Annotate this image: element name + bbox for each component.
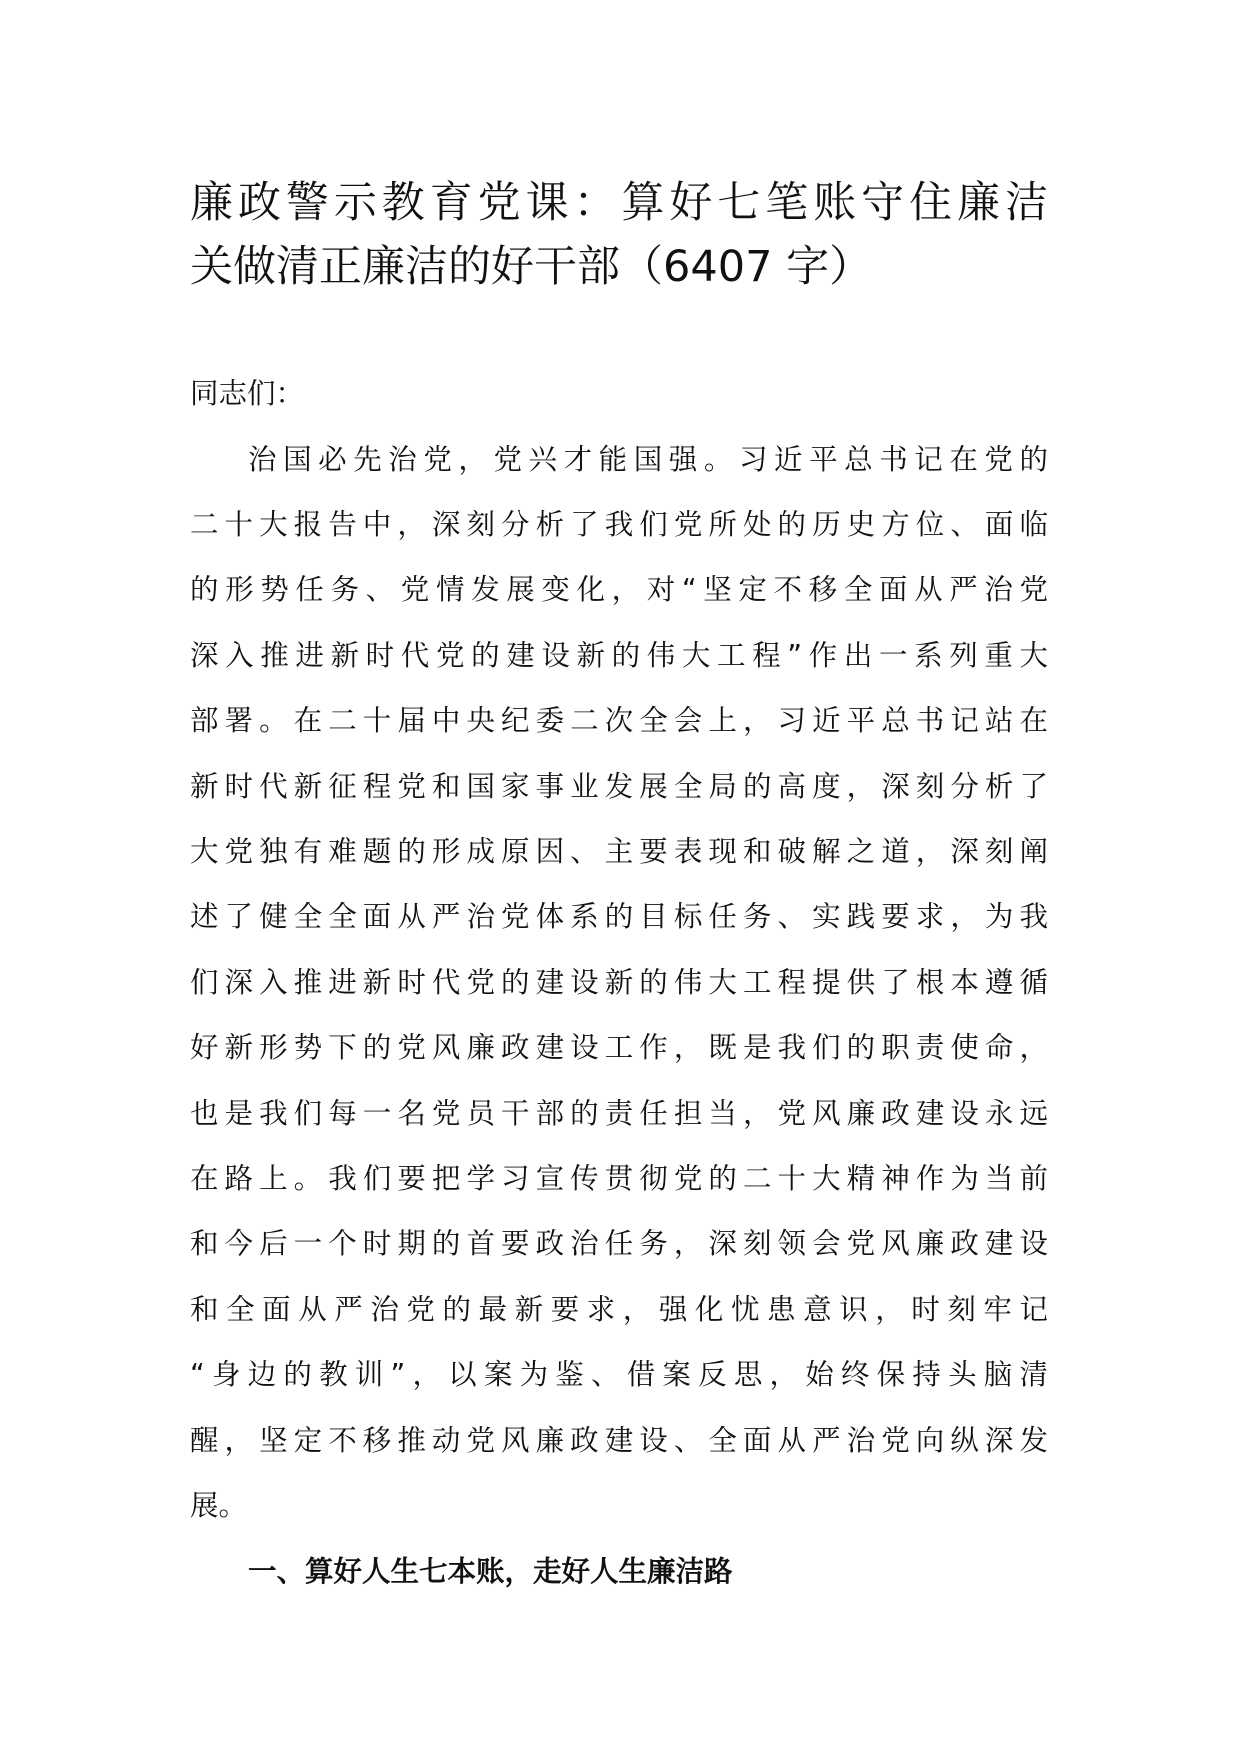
paragraph-line: 述了健全全面从严治党体系的目标任务、实践要求，为我 <box>190 900 1048 933</box>
paragraph-line: 二十大报告中，深刻分析了我们党所处的历史方位、面临 <box>190 508 1048 541</box>
paragraph-line: 们深入推进新时代党的建设新的伟大工程提供了根本遵循 <box>190 966 1048 999</box>
paragraph-line: 大党独有难题的形成原因、主要表现和破解之道，深刻阐 <box>190 835 1048 868</box>
paragraph-line: 的形势任务、党情发展变化，对“坚定不移全面从严治党 <box>190 573 1048 606</box>
paragraph-line: 醒，坚定不移推动党风廉政建设、全面从严治党向纵深发 <box>190 1424 1048 1457</box>
paragraph-line: 新时代新征程党和国家事业发展全局的高度，深刻分析了 <box>190 770 1048 803</box>
paragraph-line: 部署。在二十届中央纪委二次全会上，习近平总书记站在 <box>190 704 1048 737</box>
paragraph-line: 也是我们每一名党员干部的责任担当，党风廉政建设永远 <box>190 1097 1048 1130</box>
section-heading: 一、算好人生七本账，走好人生廉洁路 <box>248 1555 733 1588</box>
paragraph-line: 治国必先治党，党兴才能国强。习近平总书记在党的 <box>248 443 1048 476</box>
paragraph-line: 和全面从严治党的最新要求，强化忧患意识，时刻牢记 <box>190 1293 1048 1326</box>
paragraph-line: 在路上。我们要把学习宣传贯彻党的二十大精神作为当前 <box>190 1162 1048 1195</box>
paragraph-line: 好新形势下的党风廉政建设工作，既是我们的职责使命， <box>190 1031 1048 1064</box>
paragraph-line: “身边的教训”，以案为鉴、借案反思，始终保持头脑清 <box>190 1358 1048 1391</box>
paragraph-line: 展。 <box>190 1489 248 1522</box>
paragraph-line: 和今后一个时期的首要政治任务，深刻领会党风廉政建设 <box>190 1227 1048 1260</box>
document-title-line-1: 廉政警示教育党课：算好七笔账守住廉洁 <box>190 178 1048 228</box>
document-title-line-2: 关做清正廉洁的好干部（6407 字） <box>190 242 873 292</box>
salutation: 同志们： <box>190 377 305 410</box>
paragraph-line: 深入推进新时代党的建设新的伟大工程”作出一系列重大 <box>190 639 1048 672</box>
